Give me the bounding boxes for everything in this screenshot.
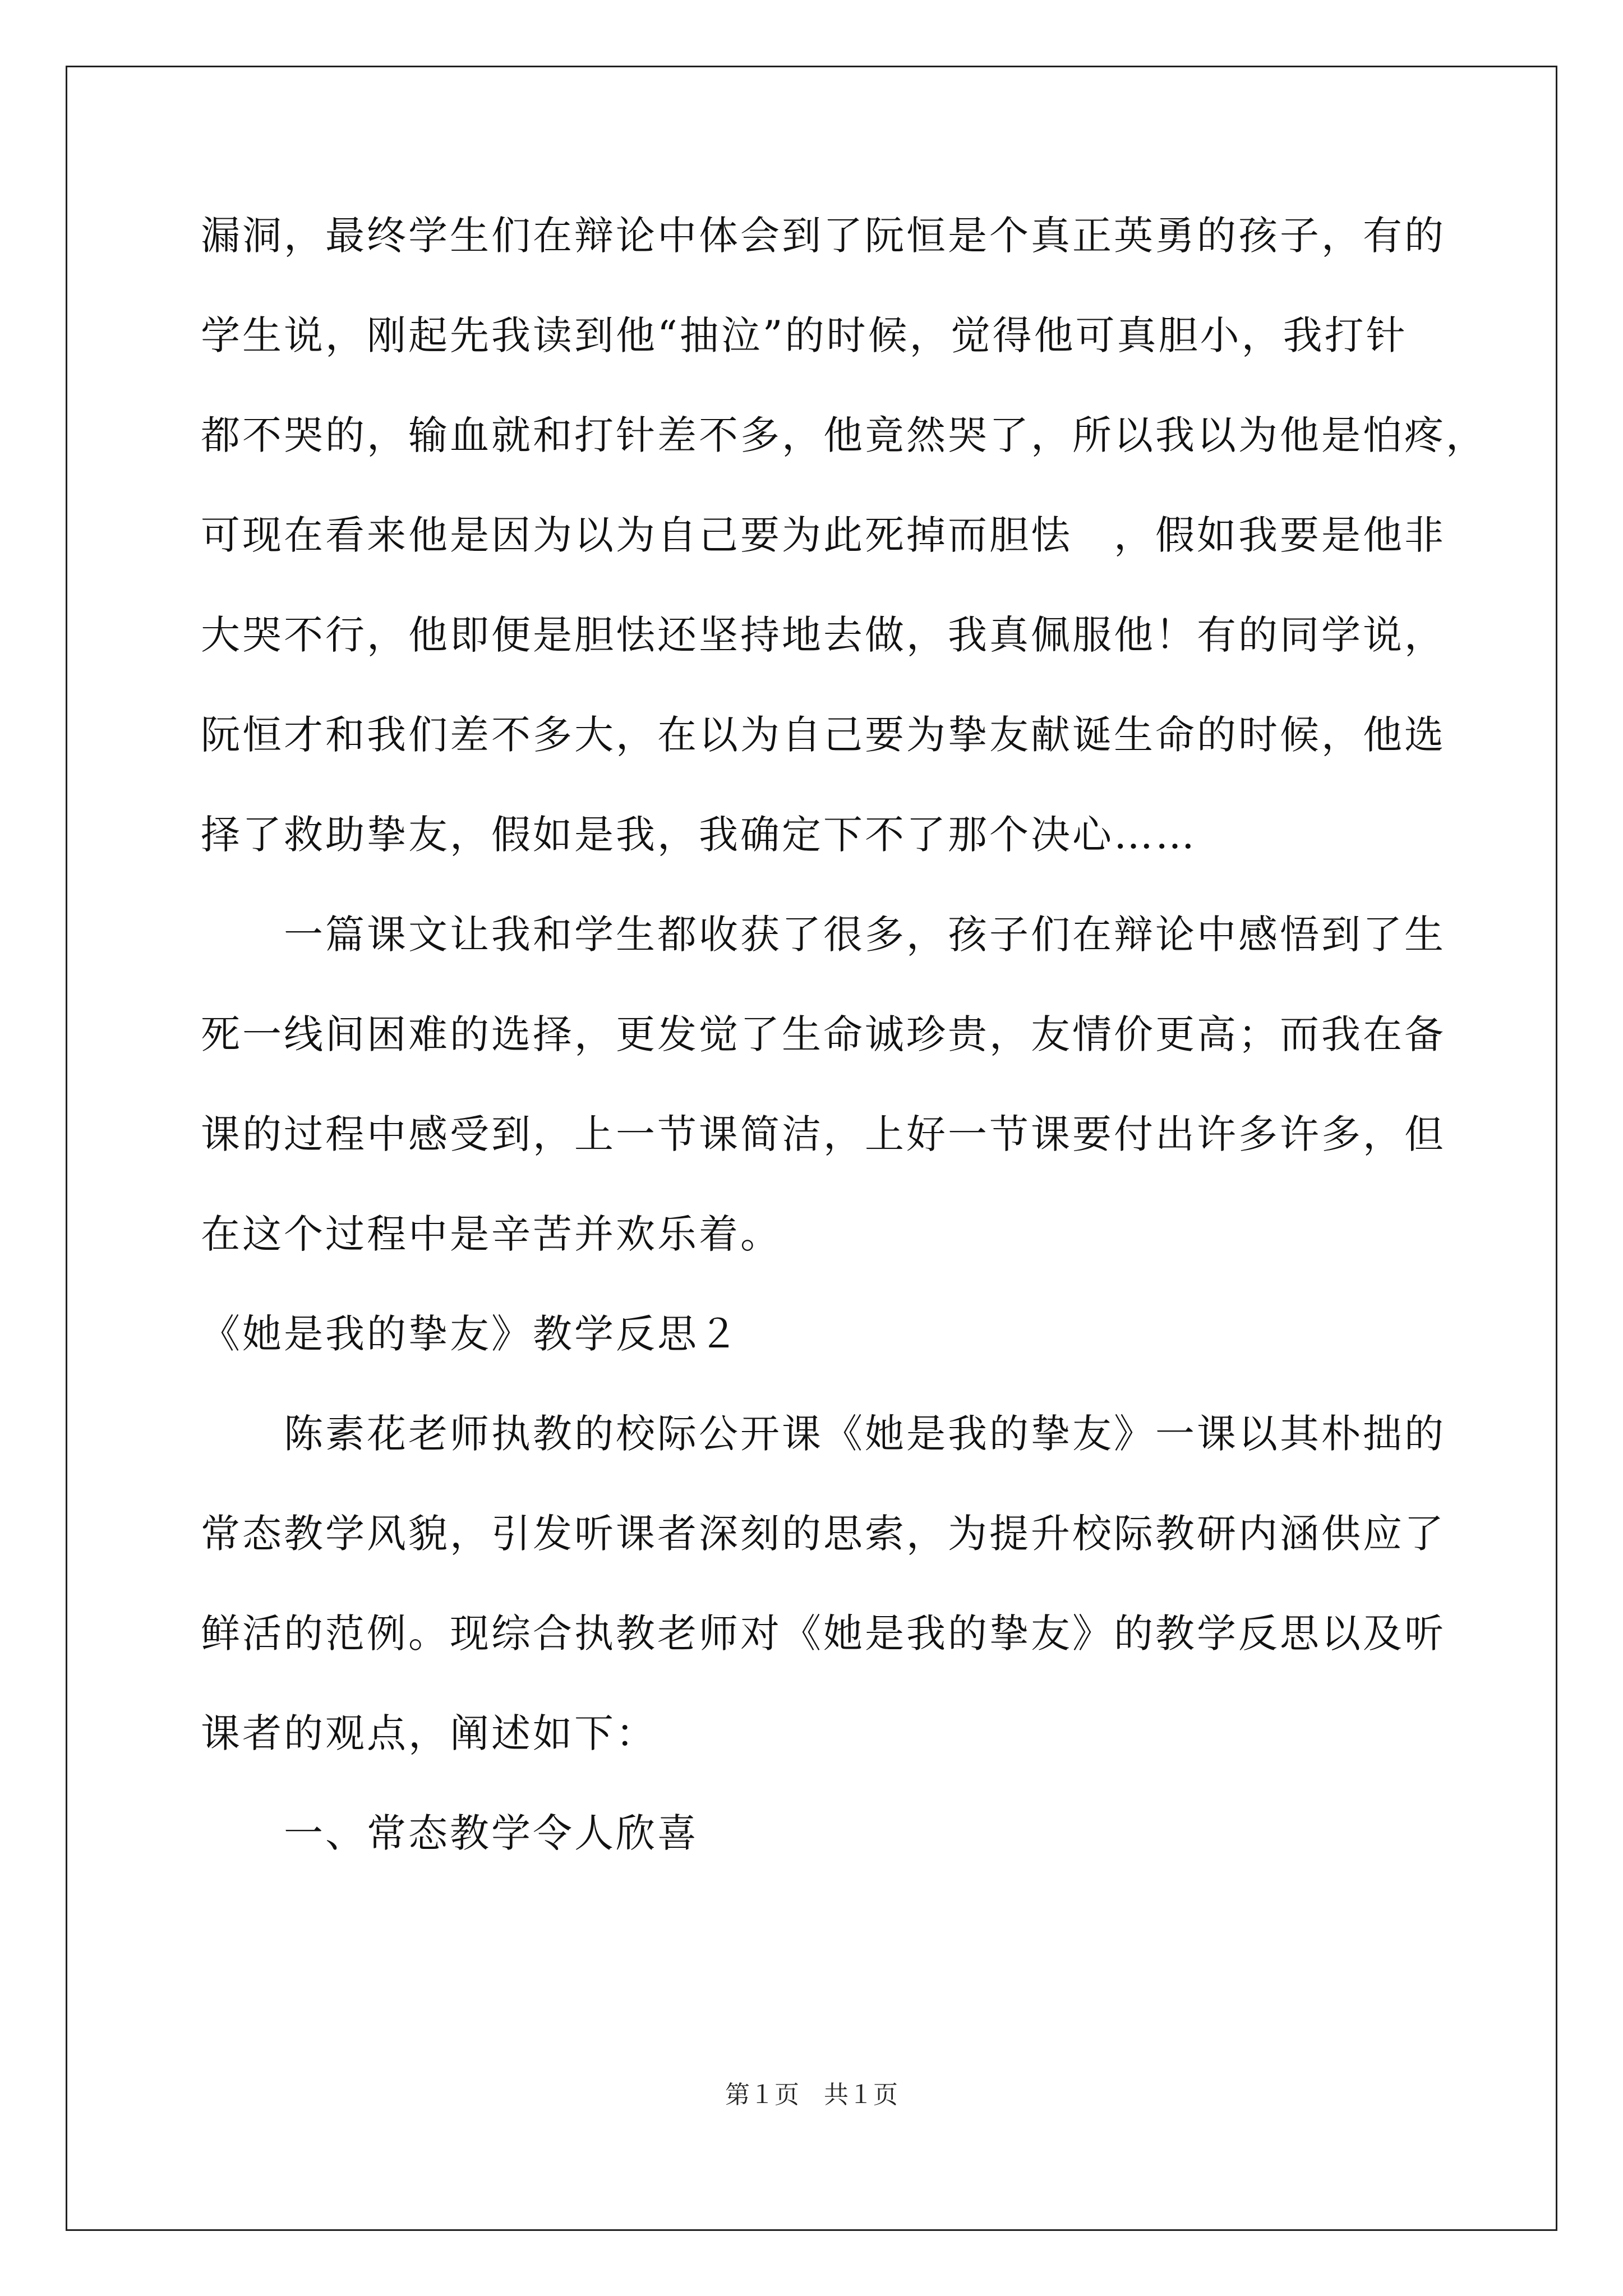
page-footer: 第１页 共１页 bbox=[725, 2081, 898, 2109]
text-line: 学生说，刚起先我读到他“抽泣”的时候，觉得他可真胆小，我打针 bbox=[201, 312, 1408, 358]
text-line: 陈素花老师执教的校际公开课《她是我的挚友》一课以其朴拙的 bbox=[201, 1411, 1446, 1457]
text-line: 一篇课文让我和学生都收获了很多，孩子们在辩论中感悟到了生 bbox=[201, 912, 1446, 958]
text-line: 大哭不行，他即便是胆怯还坚持地去做，我真佩服他！有的同学说， bbox=[201, 612, 1446, 658]
text-line: 择了救助挚友，假如是我，我确定下不了那个决心…… bbox=[201, 812, 1197, 858]
text-line: 可现在看来他是因为以为自己要为此死掉而胆怯 ，假如我要是他非 bbox=[201, 512, 1446, 558]
section-heading: 《她是我的挚友》教学反思２ bbox=[201, 1311, 740, 1357]
text-line: 课者的观点，阐述如下： bbox=[201, 1710, 657, 1756]
text-line: 鲜活的范例。现综合执教老师对《她是我的挚友》的教学反思以及听 bbox=[201, 1611, 1446, 1657]
subsection-heading: 一、常态教学令人欣喜 bbox=[201, 1810, 699, 1856]
text-line: 课的过程中感受到，上一节课简洁，上好一节课要付出许多许多，但 bbox=[201, 1111, 1446, 1157]
text-line: 漏洞，最终学生们在辩论中体会到了阮恒是个真正英勇的孩子，有的 bbox=[201, 213, 1446, 259]
text-line: 常态教学风貌，引发听课者深刻的思索，为提升校际教研内涵供应了 bbox=[201, 1511, 1446, 1557]
text-line: 阮恒才和我们差不多大，在以为自己要为挚友献诞生命的时候，他选 bbox=[201, 712, 1446, 758]
text-line: 在这个过程中是辛苦并欢乐着。 bbox=[201, 1211, 782, 1257]
text-line: 都不哭的，输血就和打针差不多，他竟然哭了，所以我以为他是怕疼， bbox=[201, 412, 1487, 458]
text-line: 死一线间困难的选择，更发觉了生命诚珍贵，友情价更高；而我在备 bbox=[201, 1011, 1446, 1057]
